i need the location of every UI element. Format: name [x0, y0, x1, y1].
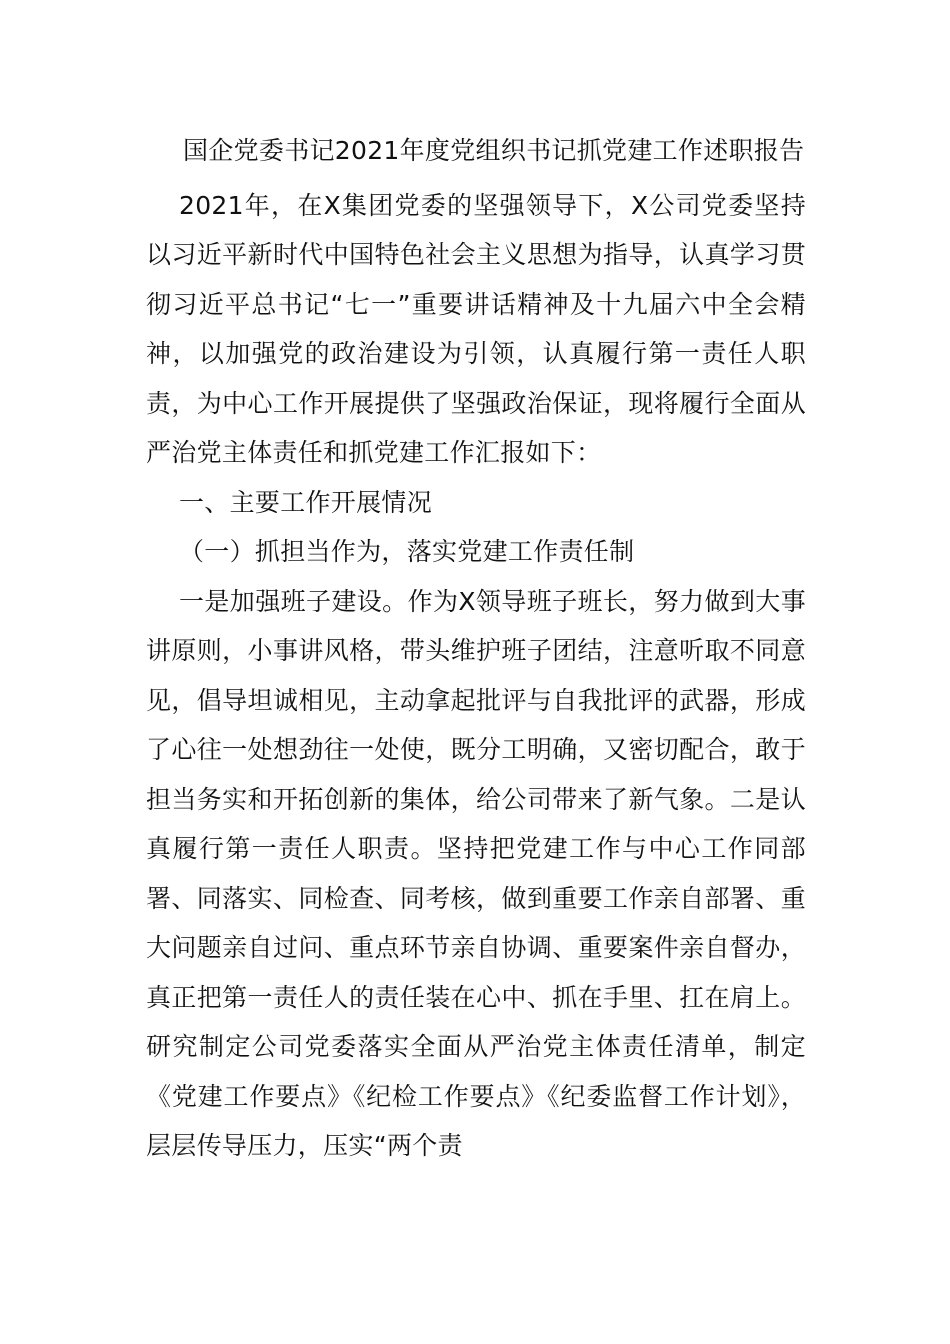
- body-paragraph: 一是加强班子建设。作为X领导班子班长，努力做到大事讲原则，小事讲风格，带头维护班子团结，注意听取不同意见，倡导坦诚相见，主动拿起批评与自我批评的武器，形成了心往一处想劲往一处使，既分工明确，又密切配合，敢于担当务实和开拓创新的集体，给公司带来了新气象。二是认真履行第一责任人职责。坚持把党建工作与中心工作同部署、同落实、同检查、同考核，做到重要工作亲自部署、重大问题亲自过问、重点环节亲自协调、重要案件亲自督办，真正把第一责任人的责任装在心中、抓在手里、扛在肩上。研究制定公司党委落实全面从严治党主体责任清单，制定《党建工作要点》《纪检工作要点》《纪委监督工作计划》，层层传导压力，压实“两个责: [146, 586, 806, 1160]
- intro-paragraph: 2021年，在X集团党委的坚强领导下，X公司党委坚持以习近平新时代中国特色社会主义思想为指导，认真学习贯彻习近平总书记“七一”重要讲话精神及十九届六中全会精神，以加强党的政治建设为引领，认真履行第一责任人职责，为中心工作开展提供了坚强政治保证，现将履行全面从严治党主体责任和抓党建工作汇报如下：: [146, 190, 806, 467]
- section-heading: 一、主要工作开展情况: [179, 487, 433, 517]
- document-body: [146, 126, 806, 1171]
- subsection-heading: （一）抓担当作为，落实党建工作责任制: [179, 537, 635, 566]
- document-title: 国企党委书记2021年度党组织书记抓党建工作述职报告: [183, 136, 805, 165]
